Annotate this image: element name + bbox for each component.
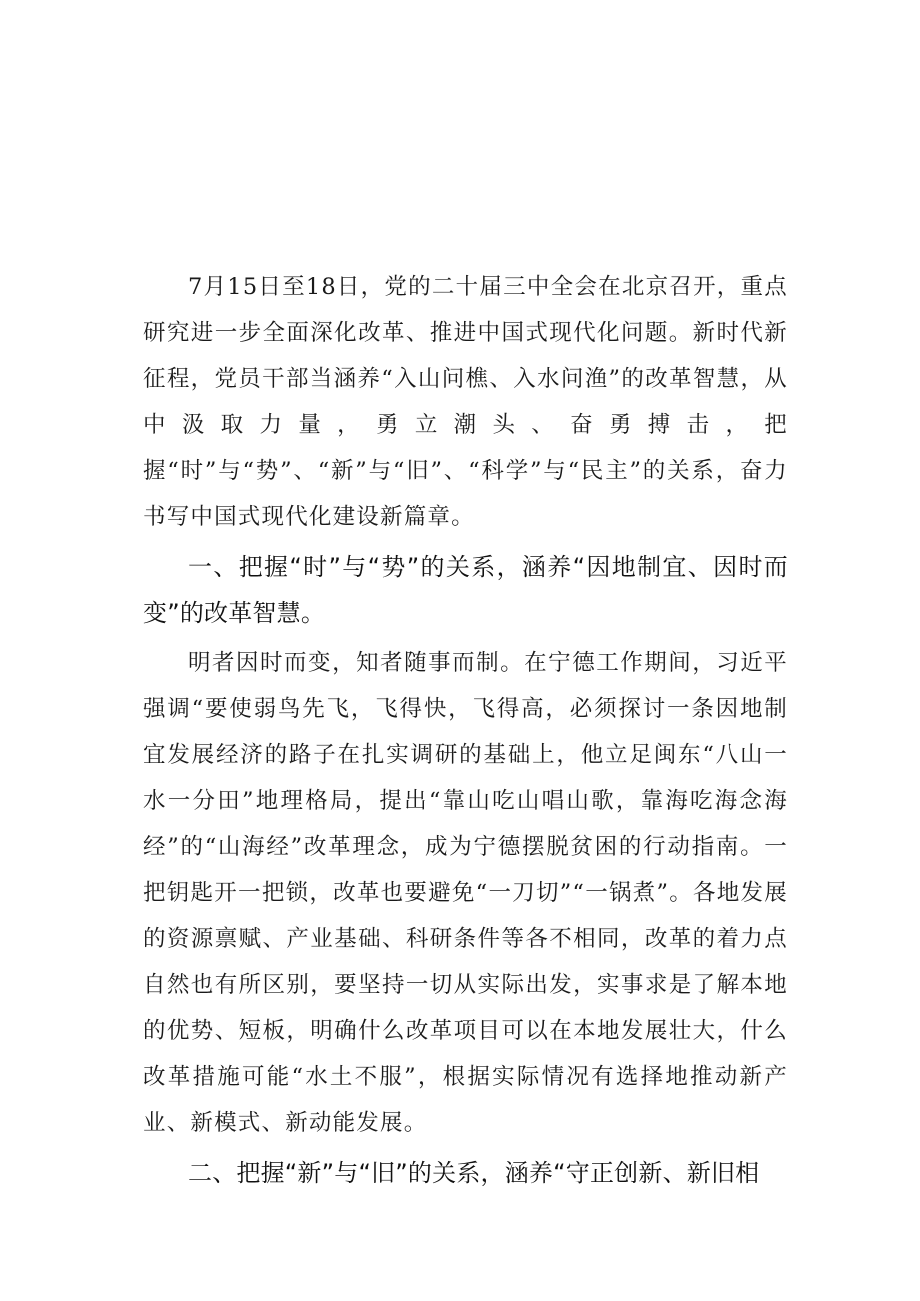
section-heading-2: 二、把握“新”与“旧”的关系，涵养“守正创新、新旧相 <box>188 1159 760 1187</box>
document-page <box>143 264 788 1200</box>
section-heading-1: 一、把握“时”与“势”的关系，涵养“因地制宜、因时而变”的改革智慧。 <box>143 553 788 627</box>
section-body-1: 明者因时而变，知者随事而制。在宁德工作期间，习近平强调“要使弱鸟先飞，飞得快，飞得高，必须探讨一条因地制宜发展经济的路子在扎实调研的基础上，他立足闽东“八山一水一分田”地理格局，提出“靠山吃山唱山歌，靠海吃海念海经”的“山海经”改革理念，成为宁德摆脱贫困的行动指南。一把钥匙开一把锁，改革也要避免“一刀切”“一锅煮”。各地发展的资源禀赋、产业基础、科研条件等各不相同，改革的着力点自然也有所区别，要坚持一切从实际出发，实事求是了解本地的优势、短板，明确什么改革项目可以在本地发展壮大，什么改革措施可能“水土不服”，根据实际情况有选择地推动新产业、新模式、新动能发展。 <box>143 650 788 1136</box>
intro-paragraph: 7月15日至18日，党的二十届三中全会在北京召开，重点研究进一步全面深化改革、推进中国式现代化问题。新时代新征程，党员干部当涵养“入山问樵、入水问渔”的改革智慧，从中汲取力量，勇立潮头、奋勇搏击，把握“时”与“势”、“新”与“旧”、“科学”与“民主”的关系，奋力书写中国式现代化建设新篇章。 <box>143 274 788 530</box>
